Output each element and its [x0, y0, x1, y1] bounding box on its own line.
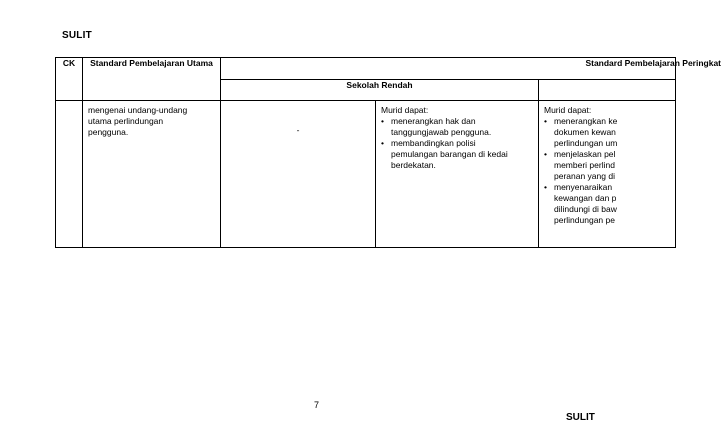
- sekolah-rendah-points: [381, 116, 534, 171]
- cell-sekolah-rendah: [376, 101, 539, 248]
- standard-text-line: utama perlindungan: [88, 116, 164, 126]
- subheader-blank: [539, 80, 676, 101]
- bullet-point-line: • menyenaraikan: [554, 182, 613, 192]
- sekolah-rendah-lead: Murid dapat:: [381, 105, 429, 115]
- bullet-point-line: perlindungan pe: [554, 215, 615, 225]
- bullet-point-line: • membandingkan polisi: [391, 138, 476, 148]
- bullet-point-line: dilindungi di baw: [554, 204, 617, 214]
- standard-text: [83, 101, 220, 138]
- bullet-point-line: • menerangkan hak dan: [391, 116, 476, 126]
- dash-text: -: [296, 125, 300, 135]
- bullet-point-line: pemulangan barangan di kedai: [391, 149, 508, 159]
- bullet-point-line: • menjelaskan pel: [554, 149, 616, 159]
- column-header-level: [221, 58, 721, 80]
- cell-sekolah-menengah: [539, 101, 676, 248]
- bullet-point-line: memberi perlind: [554, 160, 615, 170]
- bullet-point: [381, 138, 534, 171]
- bullet-point-line: • menerangkan ke: [554, 116, 618, 126]
- bullet-point-line: peranan yang di: [554, 171, 615, 181]
- subheader-sekolah-rendah: Sekolah Rendah: [221, 80, 539, 101]
- sekolah-menengah-points: [544, 116, 671, 226]
- column-header-ck: CK: [56, 58, 83, 101]
- cell-standard: [83, 101, 221, 248]
- sekolah-menengah-lead: Murid dapat:: [544, 105, 592, 115]
- bullet-point-line: dokumen kewan: [554, 127, 616, 137]
- header-classification-label: SULIT: [62, 30, 92, 41]
- bullet-point-line: berdekatan.: [391, 160, 436, 170]
- table-row: [56, 101, 676, 248]
- bullet-point: [544, 149, 671, 182]
- column-header-level-text: Standard Pembelajaran Peringkat: [585, 58, 721, 68]
- cell-ck: [56, 101, 83, 248]
- footer-classification-label: SULIT: [566, 412, 595, 423]
- bullet-point-line: kewangan dan p: [554, 193, 617, 203]
- cell-dash: [221, 101, 376, 248]
- bullet-point: [544, 116, 671, 149]
- standard-text-line: mengenai undang-undang: [88, 105, 188, 115]
- bullet-point: [381, 116, 534, 138]
- bullet-point-line: tanggungjawab pengguna.: [391, 127, 492, 137]
- page-number: 7: [314, 400, 320, 410]
- standard-text-line: pengguna.: [88, 127, 129, 137]
- column-header-standard: Standard Pembelajaran Utama: [83, 58, 221, 101]
- curriculum-table: [55, 57, 721, 248]
- bullet-point: [544, 182, 671, 226]
- bullet-point-line: perlindungan um: [554, 138, 618, 148]
